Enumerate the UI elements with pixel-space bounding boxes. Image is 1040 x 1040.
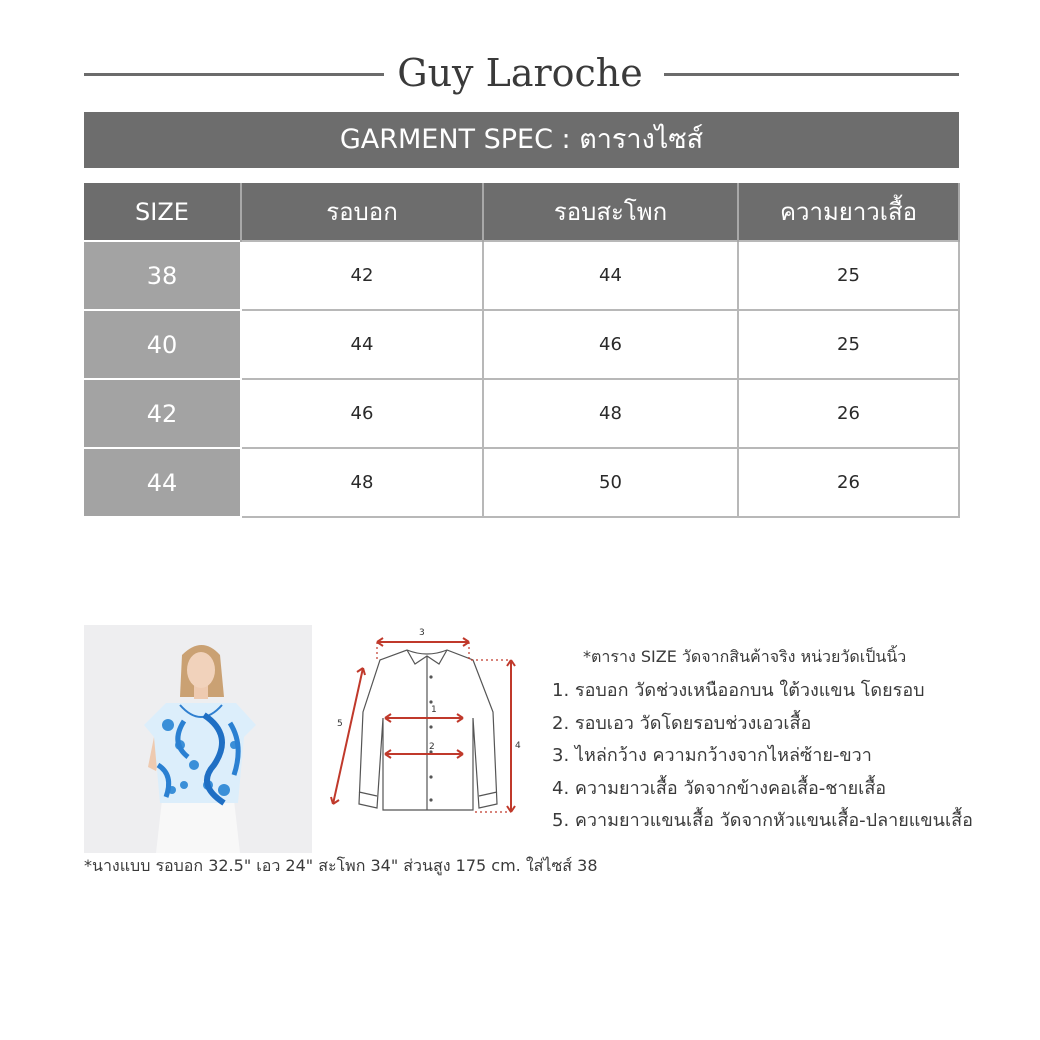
header-length: ความยาวเสื้อ bbox=[738, 183, 959, 241]
list-item: 3. ไหล่กว้าง ความกว้างจากไหล่ซ้าย-ขวา bbox=[552, 745, 872, 766]
header-rule-right bbox=[664, 73, 959, 76]
hip-cell: 44 bbox=[483, 241, 738, 310]
size-note: *ตาราง SIZE วัดจากสินค้าจริง หน่วยวัดเป็นนิ้ว bbox=[583, 647, 907, 666]
table-row bbox=[84, 310, 959, 379]
brand-title: Guy Laroche bbox=[397, 51, 643, 95]
label-4: 4 bbox=[515, 741, 521, 751]
label-3: 3 bbox=[419, 628, 425, 638]
label-1: 1 bbox=[431, 705, 437, 715]
hip-cell: 46 bbox=[483, 310, 738, 379]
header-hip: รอบสะโพก bbox=[483, 183, 738, 241]
length-cell: 25 bbox=[738, 310, 959, 379]
size-cell: 44 bbox=[84, 448, 241, 517]
length-cell: 26 bbox=[738, 379, 959, 448]
label-5: 5 bbox=[337, 719, 343, 729]
table-row bbox=[84, 241, 959, 310]
list-item: 4. ความยาวเสื้อ วัดจากข้างคอเสื้อ-ชายเสื้อ bbox=[552, 777, 887, 799]
length-cell: 25 bbox=[738, 241, 959, 310]
measurement-steps bbox=[552, 675, 973, 838]
chest-cell: 48 bbox=[241, 448, 483, 517]
size-cell: 42 bbox=[84, 379, 241, 448]
size-table bbox=[84, 183, 960, 518]
model-note: *นางแบบ รอบอก 32.5" เอว 24" สะโพก 34" ส่วนสูง 175 cm. ใส่ไซส์ 38 bbox=[84, 856, 598, 875]
shirt-diagram bbox=[325, 622, 530, 822]
spec-banner: GARMENT SPEC : ตารางไซส์ bbox=[84, 112, 959, 168]
hip-cell: 48 bbox=[483, 379, 738, 448]
list-item: 2. รอบเอว วัดโดยรอบช่วงเอวเสื้อ bbox=[552, 712, 812, 734]
chest-cell: 44 bbox=[241, 310, 483, 379]
label-2: 2 bbox=[429, 742, 435, 752]
chest-cell: 42 bbox=[241, 241, 483, 310]
chest-cell: 46 bbox=[241, 379, 483, 448]
header-size: SIZE bbox=[84, 183, 241, 241]
hip-cell: 50 bbox=[483, 448, 738, 517]
size-cell: 40 bbox=[84, 310, 241, 379]
model-illustration bbox=[84, 625, 312, 853]
header-chest: รอบอก bbox=[241, 183, 483, 241]
table-row bbox=[84, 379, 959, 448]
table-row bbox=[84, 448, 959, 517]
header-rule-left bbox=[84, 73, 384, 76]
length-cell: 26 bbox=[738, 448, 959, 517]
list-item: 5. ความยาวแขนเสื้อ วัดจากหัวแขนเสื้อ-ปลายแขนเสื้อ bbox=[552, 810, 973, 831]
list-item: 1. รอบอก วัดช่วงเหนืออกบน ใต้วงแขน โดยรอบ bbox=[552, 680, 925, 701]
model-photo bbox=[84, 625, 312, 853]
measurement-diagram bbox=[325, 622, 530, 822]
table-header-row bbox=[84, 183, 959, 241]
size-cell: 38 bbox=[84, 241, 241, 310]
